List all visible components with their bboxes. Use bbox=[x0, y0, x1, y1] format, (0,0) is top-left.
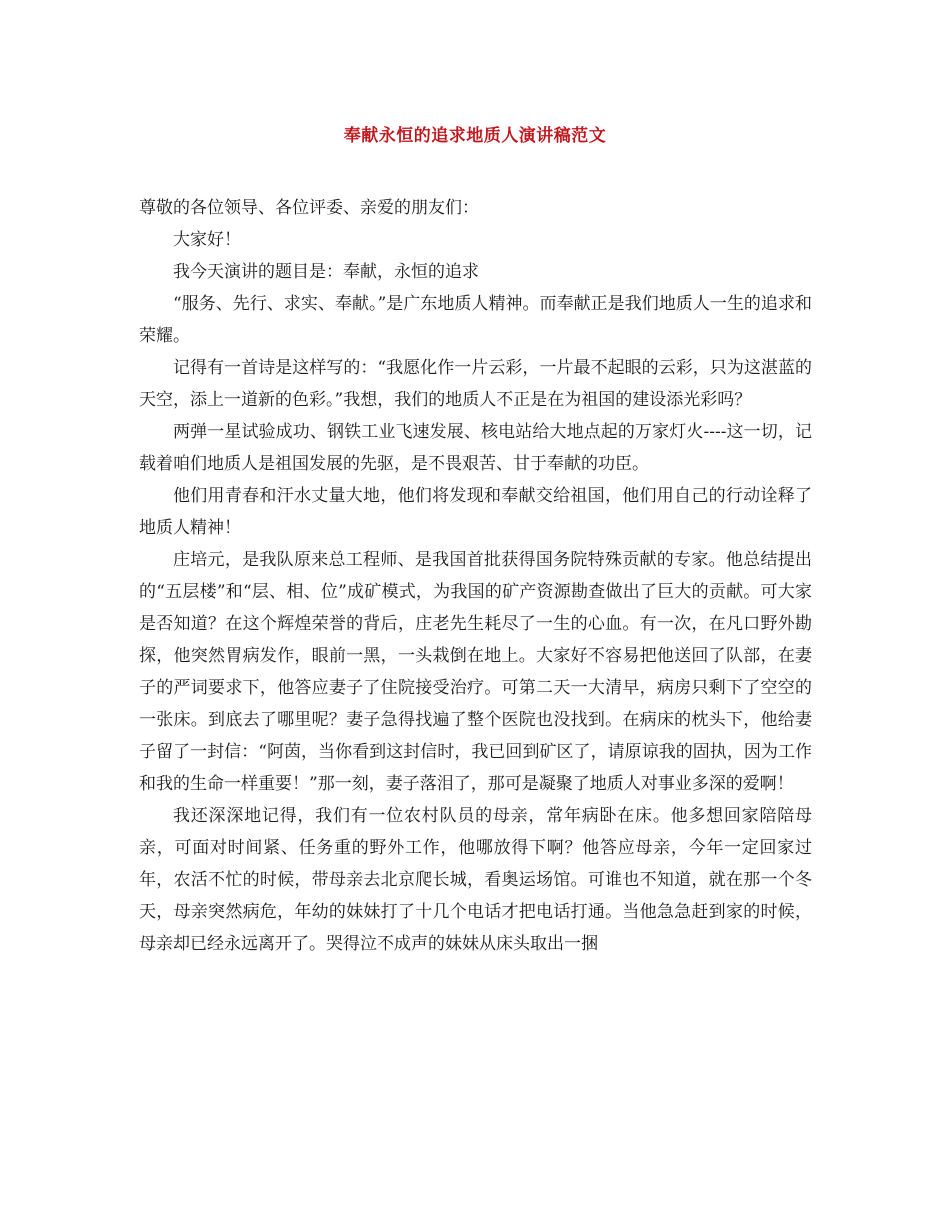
paragraph: 两弹一星试验成功、钢铁工业飞速发展、核电站给大地点起的万家灯火----这一切，记载着咱们地质人是祖国发展的先驱，是不畏艰苦、甘于奉献的功臣。 bbox=[139, 422, 812, 474]
paragraph: 他们用青春和汗水丈量大地，他们将发现和奉献交给祖国，他们用自己的行动诠释了地质人精神！ bbox=[139, 486, 812, 538]
paragraph: 我还深深地记得，我们有一位农村队员的母亲，常年病卧在床。他多想回家陪陪母亲，可面对时间紧、任务重的野外工作，他哪放得下啊？他答应母亲，今年一定回家过年，农活不忙的时候，带母亲去北京爬长城，看奥运场馆。可谁也不知道，就在那一个冬天，母亲突然病危，年幼的妹妹打了十几个电话才把电话打通。当他急急赶到家的时候，母亲却已经永远离开了。哭得泣不成声的妹妹从床头取出一捆 bbox=[139, 806, 812, 954]
paragraph: 庄培元，是我队原来总工程师、是我国首批获得国务院特殊贡献的专家。他总结提出的“五层楼”和“层、相、位”成矿模式，为我国的矿产资源勘查做出了巨大的贡献。可大家是否知道？在这个辉煌荣誉的背后，庄老先生耗尽了一生的心血。有一次，在凡口野外勘探，他突然胃病发作，眼前一黑，一头栽倒在地上。大家好不容易把他送回了队部，在妻子的严词要求下，他答应妻子了住院接受治疗。可第二天一大清早，病房只剩下了空空的一张床。到底去了哪里呢？妻子急得找遍了整个医院也没找到。在病床的枕头下，他给妻子留了一封信：“阿茵，当你看到这封信时，我已回到矿区了，请原谅我的固执，因为工作和我的生命一样重要！”那一刻，妻子落泪了，那可是凝聚了地质人对事业多深的爱啊！ bbox=[139, 550, 812, 794]
paragraph: 大家好！ bbox=[173, 230, 241, 250]
document-title: 奉献永恒的追求地质人演讲稿范文 bbox=[343, 126, 607, 146]
paragraph: 我今天演讲的题目是：奉献，永恒的追求 bbox=[173, 262, 479, 282]
paragraph: 尊敬的各位领导、各位评委、亲爱的朋友们： bbox=[139, 198, 479, 218]
paragraph: “服务、先行、求实、奉献。”是广东地质人精神。而奉献正是我们地质人一生的追求和荣耀。 bbox=[139, 294, 812, 346]
document-body bbox=[139, 192, 812, 960]
paragraph: 记得有一首诗是这样写的：“我愿化作一片云彩，一片最不起眼的云彩，只为这湛蓝的天空，添上一道新的色彩。”我想，我们的地质人不正是在为祖国的建设添光彩吗？ bbox=[139, 358, 812, 410]
